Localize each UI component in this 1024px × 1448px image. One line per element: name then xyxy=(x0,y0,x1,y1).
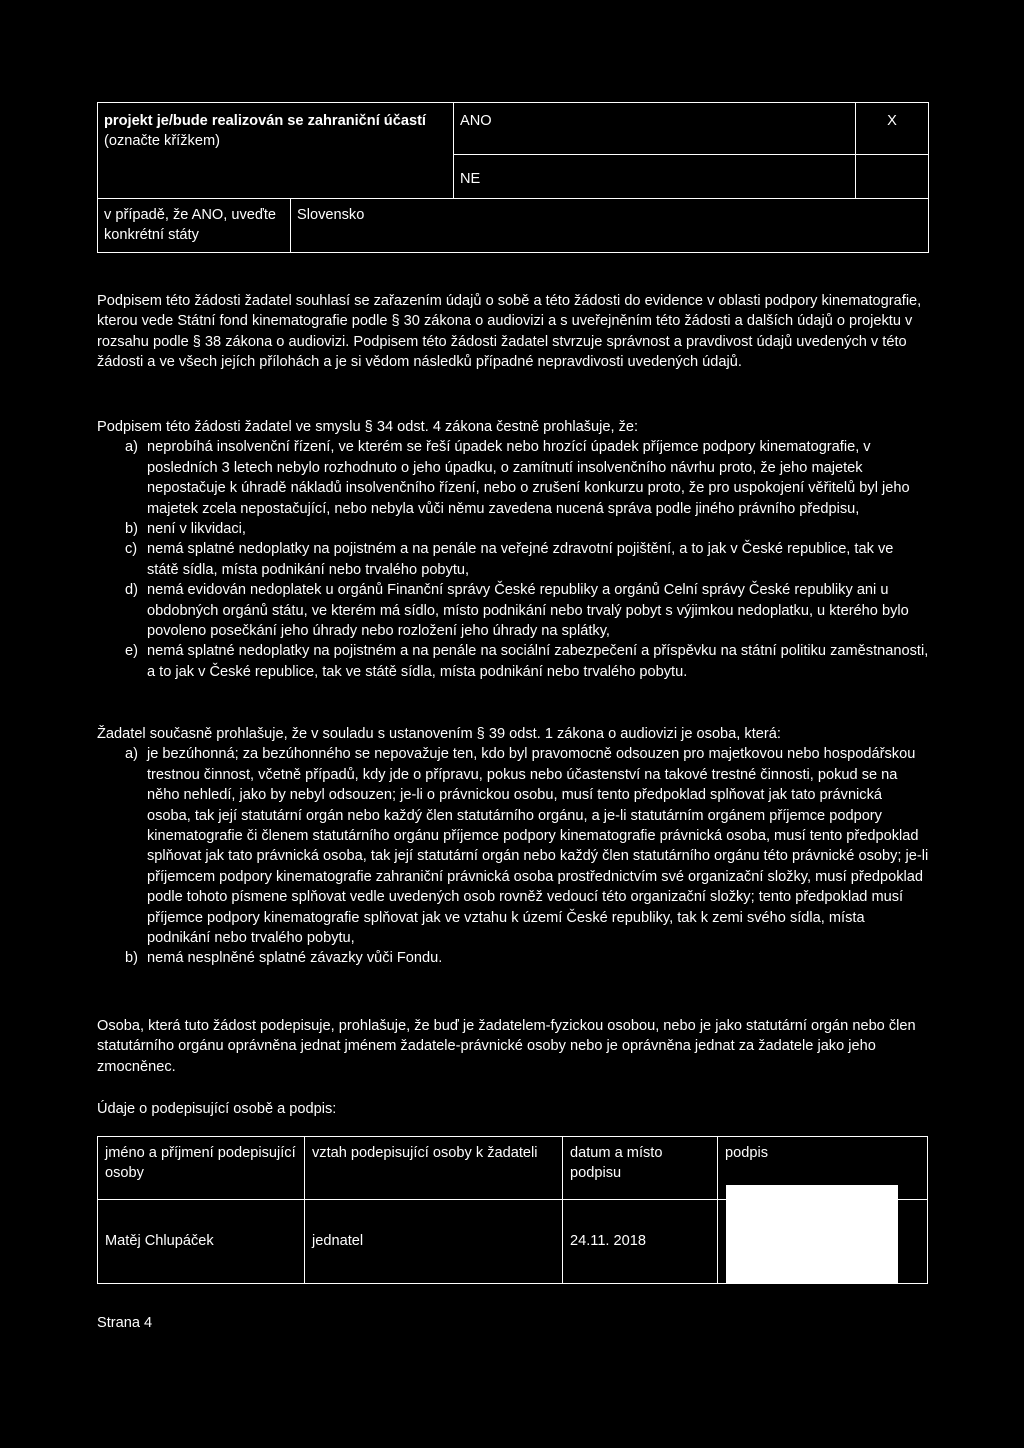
list-item-text: neprobíhá insolvenční řízení, ve kterém se řeší úpadek nebo hrozící úpadek příjemce podpory kinematografie, v posledních 3 letech nebylo rozhodnuto o jeho úpadku, o zamítnutí insolvenčního návrhu proto, že jeho majetek nepostačuje k úhradě nákladů insolvenčního řízení, nebo o zrušení konkurzu proto, že pro uspokojení věřitelů byl jeho majetek zcela nepostačující, nebo nebyla vůči němu zavedena nucená správa podle jiného právního předpisu, xyxy=(147,439,910,517)
foreign-participation-table xyxy=(97,102,929,253)
signer-date: 24.11. 2018 xyxy=(563,1200,718,1284)
states-value[interactable]: Slovensko xyxy=(291,199,929,253)
signature-heading: Údaje o podepisující osobě a podpis: xyxy=(97,1101,337,1117)
list-item xyxy=(97,580,929,641)
signer-name: Matěj Chlupáček xyxy=(98,1200,305,1284)
list-marker: b) xyxy=(125,521,138,538)
list-marker: d) xyxy=(125,582,138,599)
list-item-text: nemá splatné nedoplatky na pojistném a na penále na veřejné zdravotní pojištění, a to jak v České republice, tak ve státě sídla, místa podnikání nebo trvalého pobytu, xyxy=(147,541,894,578)
consent-paragraph: Podpisem této žádosti žadatel souhlasí se zařazením údajů o sobě a této žádosti do evidence v oblasti podpory kinematografie, kterou vede Státní fond kinematografie podle § 30 zákona o audiovizi a s uveřejněním této žádosti a dalších údajů o projektu v rozsahu podle § 38 zákona o audiovizi. Podpisem této žádosti žadatel stvrzuje správnost a pravdivost údajů uvedených v této žádosti a ve všech jejích přílohách a je si vědom následků případné nepravdivosti uvedených údajů. xyxy=(97,293,922,371)
header-relation: vztah podepisující osoby k žadateli xyxy=(305,1137,563,1200)
list-item xyxy=(97,744,929,948)
list-item-text: nemá splatné nedoplatky na pojistném a na penále na sociální zabezpečení a příspěvku na státní politiku zaměstnanosti, a to jak v České republice, tak ve státě sídla, místa podnikání nebo trvalého pobytu. xyxy=(147,643,929,680)
yes-option-label: ANO xyxy=(454,103,856,155)
declaration2-section xyxy=(97,724,929,969)
header-signature: podpis xyxy=(718,1137,928,1200)
signatory-statement: Osoba, která tuto žádost podepisuje, prohlašuje, že buď je žadatelem-fyzickou osobou, nebo je jako statutární orgán nebo člen statutárního orgánu oprávněna jednat jménem žadatele-právnické osoby nebo je oprávněna jednat za žadatele jako jeho zmocněnec. xyxy=(97,1018,916,1075)
declaration2-intro: Žadatel současně prohlašuje, že v souladu s ustanovením § 39 odst. 1 zákona o audiovizi je osoba, která: xyxy=(97,726,781,742)
yes-checkbox[interactable]: X xyxy=(856,103,929,155)
list-item-text: není v likvidaci, xyxy=(147,521,246,538)
list-item xyxy=(97,437,929,519)
list-marker: c) xyxy=(125,541,138,558)
list-item-text: je bezúhonná; za bezúhonného se nepovažuje ten, kdo byl pravomocně odsouzen pro majetkovou nebo hospodářskou trestnou činnost, včetně případů, kdy jde o přípravu, pokus nebo účastenství na takové trestné činnosti, pokud se na něho nehledí, jako by nebyl odsouzen; je-li o právnickou osobu, musí tento předpoklad splňovat jak tato právnická osoba, tak její statutární orgán nebo každý člen statutárního orgánu, a je-li statutárním orgánem příjemce podpory kinematografie či členem statutárního orgánu příjemce podpory kinematografie právnická osoba, musí tento předpoklad splňovat jak tato právnická osoba, tak její statutární orgán nebo každý člen statutárního orgánu této právnické osoby; je-li příjemcem podpory kinematografie zahraniční právnická osoba prostřednictvím své organizační složky, musí předpoklad podle tohoto písmene splňovat vedle uvedených osob rovněž vedoucí této organizační složky; tento předpoklad musí příjemce podpory kinematografie splňovat jak ve vztahu k území České republiky, tak k zemi svého sídla, místa podnikání nebo trvalého pobytu, xyxy=(147,746,929,947)
foreign-question-note: (označte křížkem) xyxy=(104,133,220,149)
foreign-question-cell xyxy=(98,103,454,199)
header-date-place: datum a místo podpisu xyxy=(563,1137,718,1200)
header-name: jméno a příjmení podepisující osoby xyxy=(98,1137,305,1200)
states-label: v případě, že ANO, uveďte konkrétní státy xyxy=(98,199,291,253)
list-item xyxy=(97,948,929,968)
list-marker: e) xyxy=(125,643,138,660)
declaration-section xyxy=(97,417,929,682)
list-item-text: nemá nesplněné splatné závazky vůči Fondu. xyxy=(147,950,443,967)
list-marker: a) xyxy=(125,746,138,763)
no-checkbox[interactable] xyxy=(856,155,929,199)
list-item-text: nemá evidován nedoplatek u orgánů Finanční správy České republiky a orgánů Celní správy České republiky ani u obdobných orgánů státu, ve kterém má sídlo, místo podnikání nebo trvalý pobyt s výjimkou nedoplatku, u kterého bylo povoleno posečkání jeho úhrady nebo rozložení jeho úhrady na splátky, xyxy=(147,582,909,640)
list-marker: b) xyxy=(125,950,138,967)
signature-redaction-tail xyxy=(726,1240,775,1284)
no-option-label: NE xyxy=(454,155,856,199)
list-marker: a) xyxy=(125,439,138,456)
list-item xyxy=(97,641,929,682)
declaration-intro: Podpisem této žádosti žadatel ve smyslu § 34 odst. 4 zákona čestně prohlašuje, že: xyxy=(97,419,639,435)
declaration-list xyxy=(97,437,929,682)
list-item xyxy=(97,519,929,539)
declaration2-list xyxy=(97,744,929,968)
signer-relation: jednatel xyxy=(305,1200,563,1284)
list-item xyxy=(97,539,929,580)
foreign-question: projekt je/bude realizován se zahraniční účastí xyxy=(104,113,426,129)
page-number: Strana 4 xyxy=(97,1315,153,1331)
